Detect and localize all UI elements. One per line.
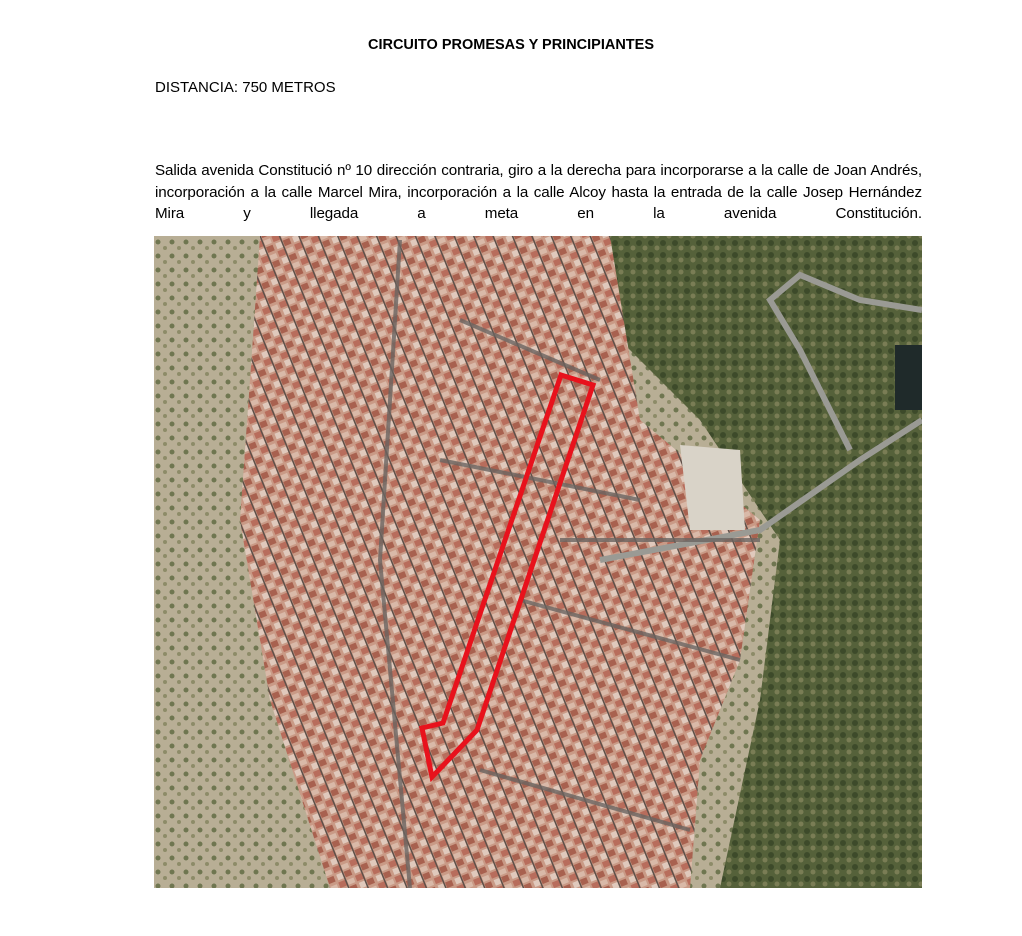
route-description: Salida avenida Constitució nº 10 dirección contraria, giro a la derecha para incorporarse a la calle de Joan Andrés, incorporación a la calle Marcel Mira, incorporación a la calle Alcoy hasta la entrada de la calle Josep Hernández Mira y llegada a meta en la avenida Constitución. [155, 162, 922, 222]
aerial-route-map [154, 236, 922, 888]
document-title: CIRCUITO PROMESAS Y PRINCIPIANTES [367, 37, 655, 53]
reservoir [895, 345, 922, 410]
distance-label: DISTANCIA: 750 METROS [155, 79, 336, 96]
quarry-lot [680, 445, 745, 530]
